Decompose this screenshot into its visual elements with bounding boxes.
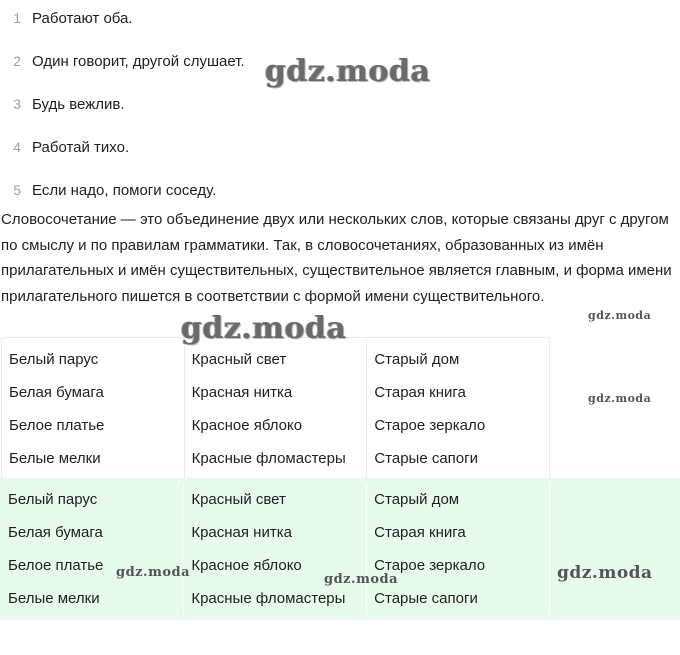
table-cell: Старое зеркало [367,409,550,442]
rule-text: Работай тихо. [32,138,130,156]
table-cell: Белый парус [1,483,184,516]
table-cell: Красная нитка [184,376,367,409]
rule-item [0,3,133,33]
watermark: gdz.moda [116,565,191,580]
table-cell: Красная нитка [184,516,367,549]
table-row [1,549,550,582]
rule-text: Если надо, помоги соседу. [32,181,217,199]
definition-paragraph: Словосочетание — это объединение двух или нескольких слов, которые связаны друг с другом по смыслу и по правилам грамматики. Так, в словосочетаниях, образованных из имён прилагательных и имён существительных, существительное является главным, и форма имени прилагательного пишется в соответствии с формой имени существительного. [1,211,672,305]
table-row [1,516,550,549]
table-cell: Старая книга [367,376,550,409]
table-cell: Белая бумага [2,376,185,409]
table-cell: Красный свет [184,483,367,516]
rule-item [0,46,245,76]
rule-item [0,175,216,205]
watermark: gdz.moda [181,311,347,346]
table-cell: Красный свет [184,338,367,377]
table-cell: Красные фломастеры [184,442,367,484]
rule-number: 3 [13,96,21,112]
rule-number: 1 [13,10,21,26]
table-cell: Старая книга [367,516,550,549]
rule-item [0,132,129,162]
table-cell: Красные фломастеры [184,582,367,615]
watermark: gdz.moda [265,54,431,89]
phrase-table [1,337,550,484]
table-cell: Старый дом [367,338,550,377]
table-cell: Белые мелки [1,582,184,615]
table-cell: Красное яблоко [184,409,367,442]
table-row [2,409,550,442]
rule-text: Будь вежлив. [32,95,125,113]
table-cell: Белое платье [2,409,185,442]
rule-text: Один говорит, другой слушает. [32,52,245,70]
table-cell: Старые сапоги [367,582,550,615]
table-cell: Старые сапоги [367,442,550,484]
table-cell: Старое зеркало [367,549,550,582]
table-row [1,483,550,516]
rule-number: 4 [13,139,21,155]
table-cell: Белые мелки [2,442,185,484]
watermark: gdz.moda [324,572,399,587]
watermark: gdz.moda [588,392,652,405]
watermark: gdz.moda [588,309,652,322]
rule-number: 5 [13,182,21,198]
table-cell: Красное яблоко [184,549,367,582]
answer-table [1,483,550,615]
watermark: gdz.moda [557,563,653,583]
table-cell: Белая бумага [1,516,184,549]
rule-text: Работают оба. [32,9,133,27]
table-cell: Белый парус [2,338,185,377]
rule-item [0,89,125,119]
table-cell: Старый дом [367,483,550,516]
table-cell: Белое платье [1,549,184,582]
table-row [2,376,550,409]
rule-number: 2 [13,53,21,69]
table-row [1,582,550,615]
